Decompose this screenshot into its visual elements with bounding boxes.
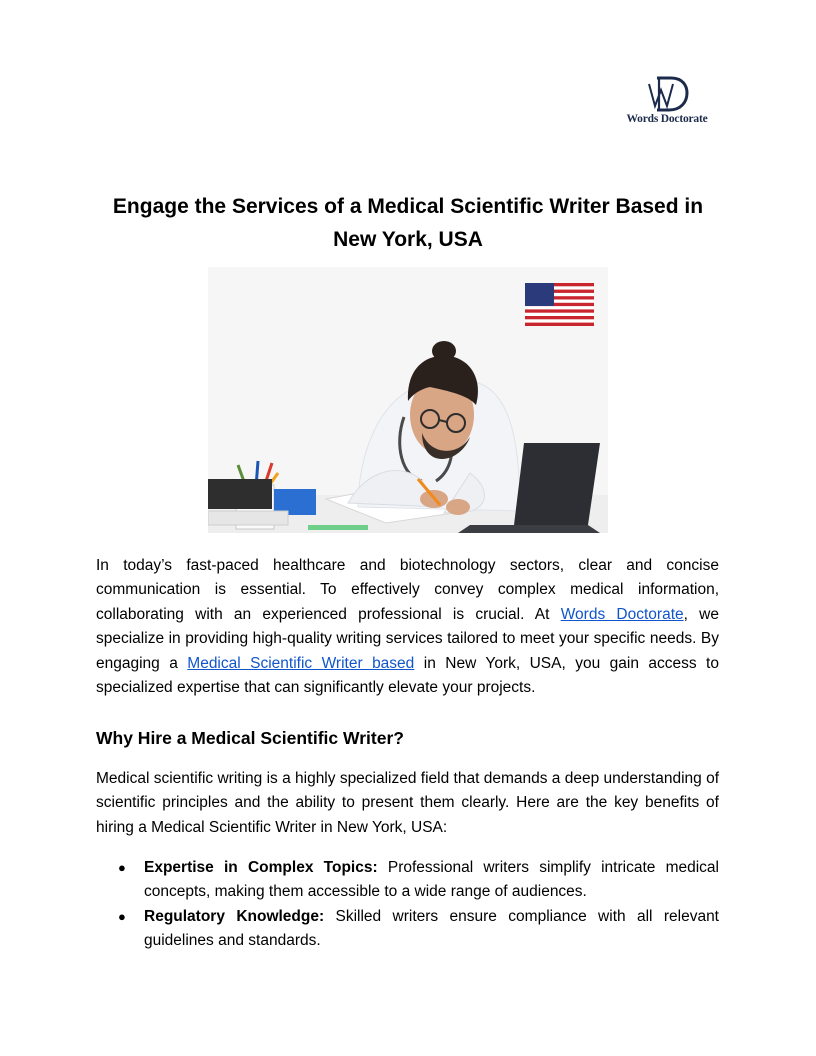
- list-item: ● Expertise in Complex Topics: Professional writers simplify intricate medical concepts, making them accessible to a wide range of audiences.: [96, 856, 719, 905]
- list-item: ● Regulatory Knowledge: Skilled writers ensure compliance with all relevant guidelines and standards.: [96, 905, 719, 954]
- section-intro-paragraph: Medical scientific writing is a highly specialized field that demands a deep understanding of scientific principles and the ability to present them clearly. Here are the key benefits of hiring a Medical Scientific Writer in New York, USA:: [96, 770, 719, 836]
- benefits-list: [96, 856, 719, 954]
- us-flag-icon: [525, 283, 594, 326]
- words-doctorate-link[interactable]: Words Doctorate: [560, 605, 684, 623]
- hero-image: [208, 267, 608, 533]
- section-heading: Why Hire a Medical Scientific Writer?: [96, 728, 404, 748]
- logo-monogram-icon: [643, 74, 691, 114]
- logo-text: Words Doctorate: [626, 113, 708, 125]
- bullet-icon: ●: [118, 908, 126, 924]
- words-doctorate-logo: [617, 74, 717, 130]
- medical-scientific-writer-link[interactable]: Medical Scientific Writer based: [187, 654, 415, 672]
- page-title: Engage the Services of a Medical Scientific Writer Based in New York, USA: [112, 195, 704, 251]
- bullet-icon: ●: [118, 860, 126, 875]
- intro-paragraph: In today’s fast-paced healthcare and biotechnology sectors, clear and concise communication is essential. To effectively convey complex medical information, collaborating with an experienced professional is crucial. At Words Doctorate, we specialize in providing high-quality writing services tailored to meet your specific needs. By engaging a Medical Scientific Writer based in New York, USA, you gain access to specialized expertise that can significantly elevate your projects.: [96, 557, 719, 697]
